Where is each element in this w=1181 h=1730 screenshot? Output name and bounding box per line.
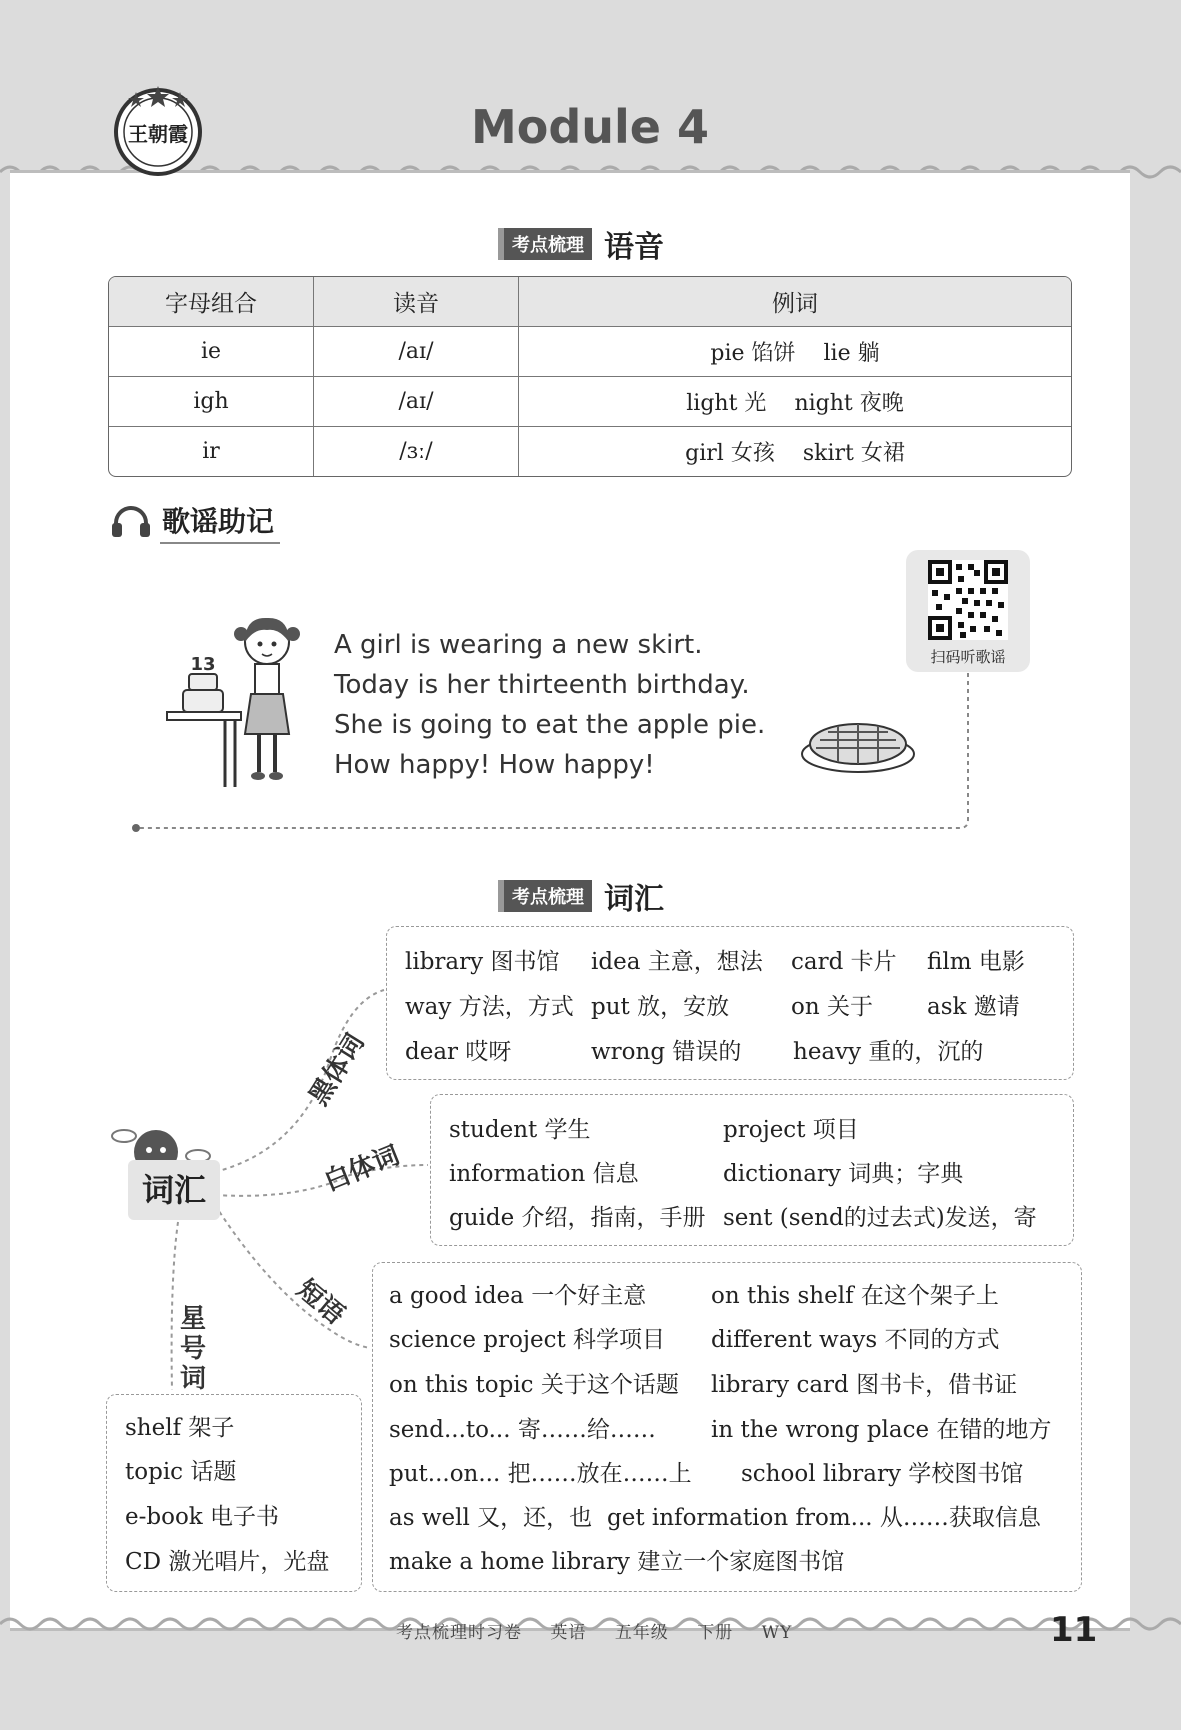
phrase-entry: as well 又，还，也	[389, 1505, 593, 1531]
headphones-icon	[108, 505, 154, 539]
apple-pie-illustration	[798, 710, 918, 778]
word-entry: student 学生	[449, 1117, 591, 1143]
song-line: She is going to eat the apple pie.	[334, 710, 766, 740]
footer-item: WY	[761, 1623, 793, 1643]
word-entry: on 关于	[791, 994, 873, 1020]
phrases-box	[372, 1262, 1082, 1592]
example-word: night 夜晚	[794, 391, 904, 416]
word-entry: topic 话题	[125, 1459, 237, 1485]
examples-cell	[519, 377, 1071, 427]
footer-item: 考点梳理时习卷	[396, 1623, 522, 1643]
word-entry: sent (send的过去式)发送，寄	[723, 1205, 1037, 1231]
song-label-text: 歌谣助记	[160, 500, 280, 544]
phrase-entry: on this shelf 在这个架子上	[711, 1283, 999, 1309]
letters-cell: ie	[109, 327, 314, 377]
phrase-entry: in the wrong place 在错的地方	[711, 1417, 1052, 1443]
qr-code-icon	[928, 560, 1008, 640]
word-entry: project 项目	[723, 1117, 859, 1143]
word-entry: dictionary 词典；字典	[723, 1161, 964, 1187]
word-entry: CD 激光唱片，光盘	[125, 1549, 330, 1575]
phrase-entry: school library 学校图书馆	[741, 1461, 1024, 1487]
word-entry: wrong 错误的	[591, 1039, 742, 1065]
example-word: pie 馅饼	[710, 341, 796, 366]
svg-text:王朝霞: 王朝霞	[128, 122, 188, 146]
branch-label-star-words: 星号词	[179, 1304, 206, 1394]
phonics-table	[108, 276, 1072, 477]
word-entry: way 方法，方式	[405, 994, 574, 1020]
letters-cell: ir	[109, 427, 314, 476]
song-line: Today is her thirteenth birthday.	[334, 670, 750, 700]
pronunciation-section-heading	[498, 222, 664, 266]
qr-code-card[interactable]	[906, 550, 1030, 672]
example-word: skirt 女裙	[802, 441, 905, 466]
phrase-entry: send...to... 寄……给……	[389, 1417, 656, 1443]
phrase-entry: science project 科学项目	[389, 1327, 666, 1353]
word-entry: dear 哎呀	[405, 1039, 512, 1065]
example-word: girl 女孩	[685, 441, 775, 466]
phrase-entry: make a home library 建立一个家庭图书馆	[389, 1549, 845, 1575]
phrase-entry: on this topic 关于这个话题	[389, 1372, 679, 1398]
section-tag: 考点梳理	[498, 880, 592, 912]
branch-label-phrases: 短语	[290, 1274, 350, 1331]
sound-cell: /aɪ/	[314, 377, 519, 427]
word-entry: heavy 重的，沉的	[793, 1039, 984, 1065]
example-word: light 光	[686, 391, 767, 416]
word-entry: library 图书馆	[405, 949, 560, 975]
word-entry: card 卡片	[791, 949, 897, 975]
bold-words-box	[386, 926, 1074, 1080]
qr-label: 扫码听歌谣	[930, 648, 1006, 666]
word-entry: film 电影	[927, 949, 1025, 975]
sun-cloud-icon	[106, 1118, 216, 1166]
footer-item: 下册	[697, 1623, 734, 1643]
phrase-entry: get information from... 从……获取信息	[607, 1505, 1041, 1531]
word-entry: idea 主意，想法	[591, 949, 763, 975]
column-header: 读音	[314, 277, 519, 327]
column-header: 例词	[519, 277, 1071, 327]
letters-cell: igh	[109, 377, 314, 427]
table-header-row	[109, 277, 1071, 327]
girl-with-birthday-cake-illustration	[165, 612, 300, 792]
phrase-entry: different ways 不同的方式	[711, 1327, 1000, 1353]
sound-cell: /ɜː/	[314, 427, 519, 476]
column-header: 字母组合	[109, 277, 314, 327]
page-footer	[396, 1618, 814, 1643]
word-entry: put 放，安放	[591, 994, 730, 1020]
branch-label-plain-words: 白体词	[320, 1140, 404, 1198]
song-section-label	[108, 500, 280, 544]
plain-words-box	[430, 1094, 1074, 1246]
section-title: 语音	[604, 230, 664, 265]
footer-item: 五年级	[614, 1623, 669, 1643]
word-entry: ask 邀请	[927, 994, 1020, 1020]
svg-text:13: 13	[190, 654, 216, 675]
footer-item: 英语	[550, 1623, 587, 1643]
sound-cell: /aɪ/	[314, 327, 519, 377]
phrase-entry: library card 图书卡，借书证	[711, 1372, 1018, 1398]
table-row	[109, 377, 1071, 427]
phrase-entry: put...on... 把……放在……上	[389, 1461, 692, 1487]
table-row	[109, 327, 1071, 377]
examples-cell	[519, 427, 1071, 476]
page-number: 11	[1050, 1610, 1098, 1650]
branch-label-bold-words: 黑体词	[303, 1028, 371, 1111]
section-title: 词汇	[604, 882, 664, 917]
word-entry: shelf 架子	[125, 1415, 235, 1441]
word-entry: e-book 电子书	[125, 1504, 280, 1530]
star-words-box	[106, 1394, 362, 1592]
vocabulary-center-node: 词汇	[128, 1160, 220, 1220]
word-entry: guide 介绍，指南，手册	[449, 1205, 706, 1231]
phrase-entry: a good idea 一个好主意	[389, 1283, 647, 1309]
song-line: A girl is wearing a new skirt.	[334, 630, 703, 660]
section-tag: 考点梳理	[498, 228, 592, 260]
example-word: lie 躺	[823, 341, 880, 366]
table-row	[109, 427, 1071, 476]
song-lyrics	[334, 625, 765, 785]
examples-cell	[519, 327, 1071, 377]
brand-logo	[112, 86, 204, 178]
module-title: Module 4	[470, 100, 710, 154]
word-entry: information 信息	[449, 1161, 639, 1187]
song-line: How happy! How happy!	[334, 750, 655, 780]
vocabulary-section-heading	[498, 874, 664, 918]
